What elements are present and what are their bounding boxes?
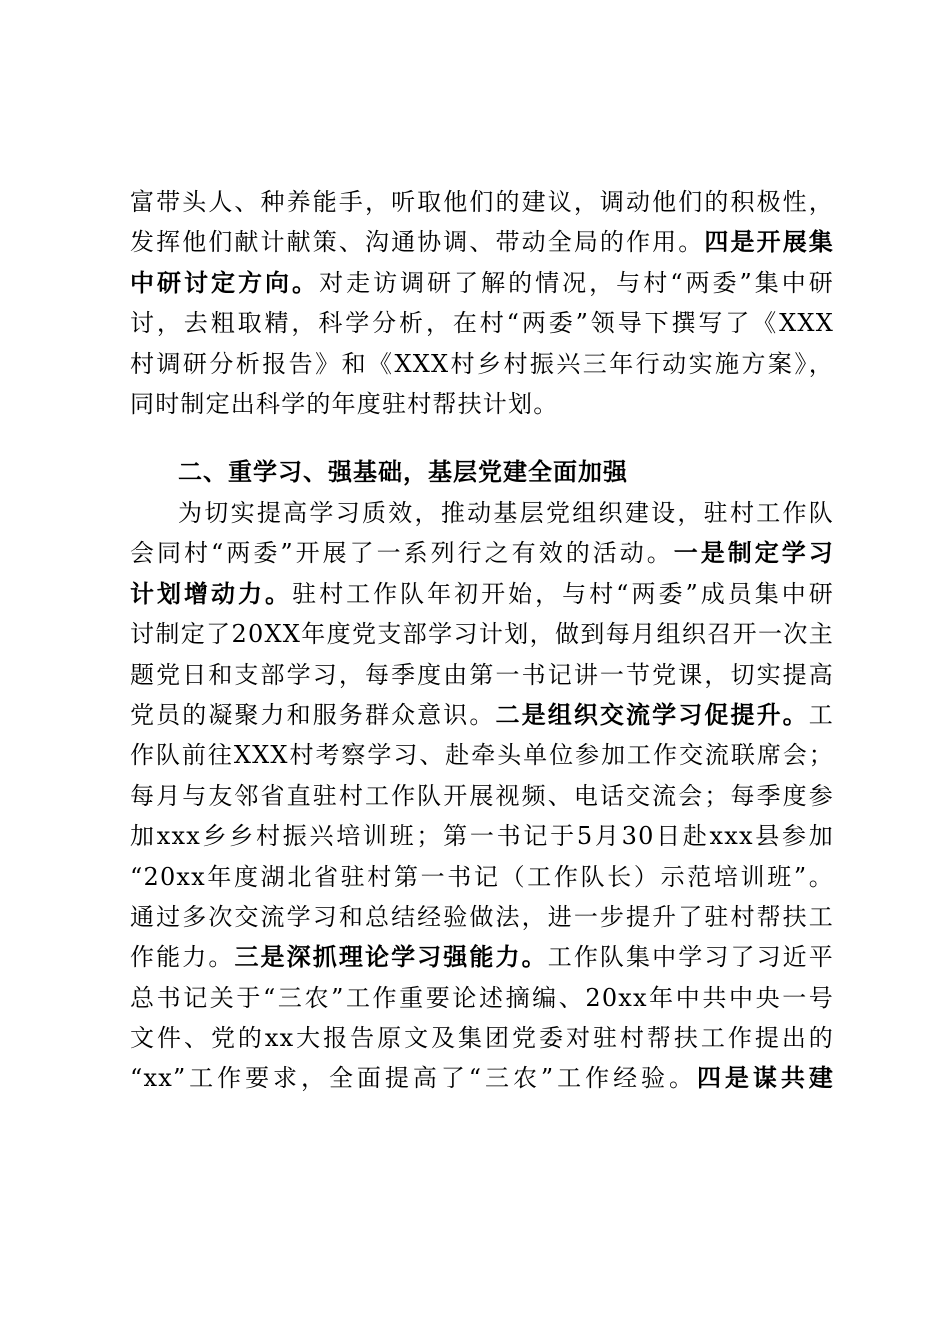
text-run: 工作队集中学习了习近平	[547, 943, 834, 972]
paragraph-village-survey	[130, 182, 834, 424]
text-line: 每月与友邻省直驻村工作队开展视频、电话交流会；每季度参	[130, 781, 834, 810]
text-line	[130, 222, 834, 262]
text-line	[130, 263, 834, 303]
text-line: 富带头人、种养能手，听取他们的建议，调动他们的积极性，	[130, 188, 834, 216]
text-line	[130, 574, 834, 614]
text-run: 工	[808, 700, 834, 729]
bold-phrase: 二是组织交流学习促提升。	[495, 700, 809, 729]
text-run: 发挥他们献计献策、沟通协调、带动全局的作用。	[130, 228, 705, 257]
text-line: 加xxx乡乡村振兴培训班；第一书记于5月30日赴xxx县参加	[130, 822, 834, 851]
text-line	[130, 937, 834, 977]
bold-phrase: 计划增动力。	[130, 579, 293, 608]
bold-phrase: 三是深抓理论学习强能力。	[234, 943, 548, 972]
text-line: 讨，去粗取精，科学分析，在村“两委”领导下撰写了《XXX	[130, 309, 834, 338]
text-line: 为切实提高学习质效，推动基层党组织建设，驻村工作队	[178, 499, 834, 527]
text-line	[130, 695, 834, 735]
text-line: 村调研分析报告》和《XXX村乡村振兴三年行动实施方案》，	[130, 349, 834, 378]
text-line: 文件、党的xx大报告原文及集团党委对驻村帮扶工作提出的	[130, 1024, 834, 1053]
text-line	[130, 533, 834, 573]
text-line: 讨制定了20XX年度党支部学习计划，做到每月组织召开一次主	[130, 620, 834, 649]
text-run: “xx”工作要求，全面提高了“三农”工作经验。	[130, 1064, 697, 1093]
text-line: 同时制定出科学的年度驻村帮扶计划。	[130, 389, 559, 418]
bold-phrase: 四是谋共建	[696, 1064, 835, 1093]
text-line: 通过多次交流学习和总结经验做法，进一步提升了驻村帮扶工	[130, 902, 834, 931]
text-line: 作队前往XXX村考察学习、赴牵头单位参加工作交流联席会；	[130, 741, 834, 770]
bold-phrase: 四是开展集	[704, 228, 835, 257]
text-line: 总书记关于“三农”工作重要论述摘编、20xx年中共中央一号	[130, 983, 834, 1012]
text-run: 对走访调研了解的情况，与村“两委”集中研	[319, 268, 834, 297]
text-run: 驻村工作队年初开始，与村“两委”成员集中研	[292, 579, 834, 608]
text-line: “20xx年度湖北省驻村第一书记（工作队长）示范培训班”。	[130, 862, 834, 891]
section-heading: 二、重学习、强基础，基层党建全面加强	[178, 458, 628, 486]
text-run: 作能力。	[130, 943, 235, 972]
text-run: 会同村“两委”开展了一系列行之有效的活动。	[130, 539, 674, 568]
text-line: 题党日和支部学习，每季度由第一书记讲一节党课，切实提高	[130, 660, 834, 689]
text-line	[130, 1058, 834, 1098]
text-run: 党员的凝聚力和服务群众意识。	[130, 700, 496, 729]
bold-phrase: 一是制定学习	[673, 539, 834, 568]
bold-phrase: 中研讨定方向。	[130, 268, 320, 297]
paragraph-party-building	[130, 493, 834, 1099]
